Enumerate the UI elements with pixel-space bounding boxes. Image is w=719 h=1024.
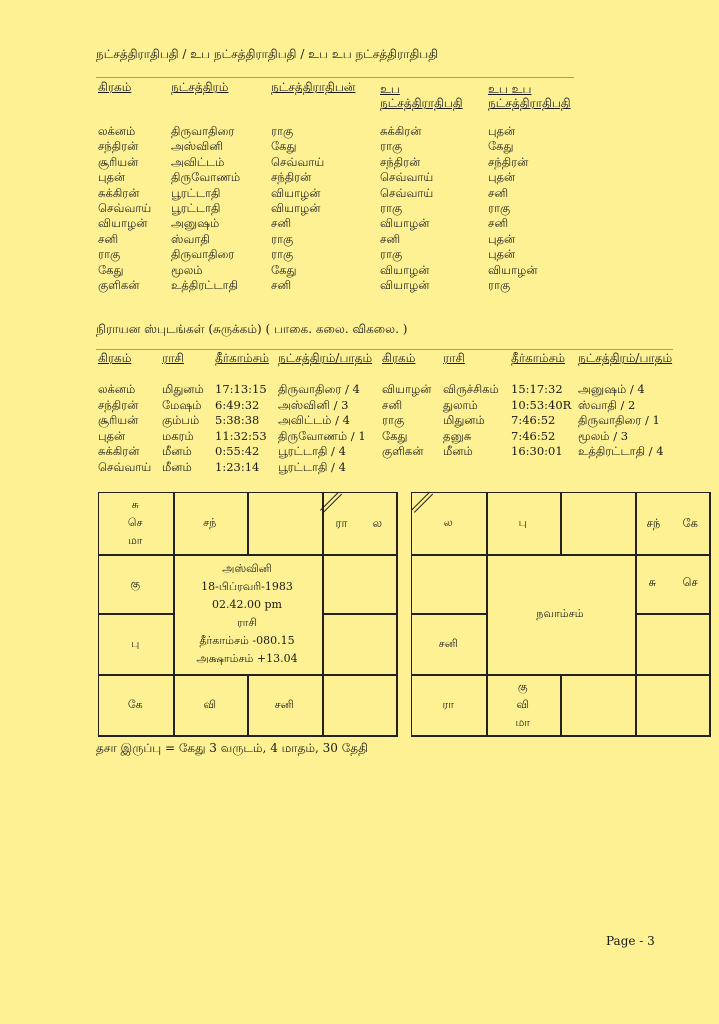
- house-sagittarius: [98, 696, 173, 714]
- table-cell: சுக்கிரன்: [98, 444, 140, 458]
- column-header: கிரகம்: [382, 351, 416, 365]
- table-cell: சுக்கிரன்: [380, 124, 422, 138]
- column-header: தீர்காம்சம்: [215, 351, 269, 365]
- column-header: தீர்காம்சம்: [511, 351, 565, 365]
- table-cell: அனுஷம் / 4: [578, 382, 645, 396]
- chart-house: [411, 554, 488, 615]
- divider: [96, 77, 574, 78]
- divider: [96, 349, 673, 350]
- house-aries: [486, 514, 561, 532]
- house-capricorn-text: சனி: [438, 636, 458, 650]
- table-cell: வியாழன்: [488, 262, 538, 277]
- table-cell: புதன்: [488, 170, 516, 185]
- table-cell: செவ்வாய்: [380, 185, 434, 200]
- table-cell: சனி: [488, 185, 509, 200]
- table-cell: வியாழன்: [382, 382, 432, 396]
- table-cell: 7:46:52: [511, 413, 556, 427]
- column-header: ராசி: [162, 351, 184, 365]
- table-cell: வியாழன்: [380, 262, 430, 277]
- table-cell: ராகு: [488, 278, 511, 292]
- table-cell: மேஷம்: [162, 397, 202, 412]
- dasa-balance: தசா இருப்பு = கேது 3 வருடம், 4 மாதம், 30 தேதி: [96, 741, 368, 755]
- column-header: நட்சத்திரம்/பாதம்: [278, 351, 373, 365]
- house-aries-text: சந்: [203, 516, 217, 529]
- table-cell: 6:49:32: [215, 397, 260, 412]
- table-cell: ராகு: [271, 231, 294, 246]
- section2-title: நிராயன ஸ்புடங்கள் (சுருக்கம்) ( பாகை. கலை. விகலை. ): [96, 322, 408, 336]
- table-cell: உத்திரட்டாதி / 4: [578, 444, 664, 458]
- chart-house: [560, 492, 637, 556]
- table-cell: சுக்கிரன்: [98, 185, 140, 200]
- table-cell: ராகு: [382, 413, 405, 427]
- table-cell: செவ்வாய்: [380, 170, 434, 185]
- table-cell: திருவாதிரை / 1: [578, 413, 660, 427]
- table-cell: 15:17:32: [511, 382, 563, 396]
- house-pisces: [411, 514, 486, 532]
- column-header: ராசி: [443, 351, 465, 365]
- chart-house: [635, 554, 712, 615]
- column-header: உப உப: [488, 82, 532, 96]
- table-cell: பூரட்டாதி / 4: [278, 459, 346, 474]
- table-cell: 17:13:15: [215, 382, 267, 396]
- table-cell: வியாழன்: [98, 216, 148, 231]
- table-cell: சனி: [98, 231, 119, 246]
- section1-title: நட்சத்திராதிபதி / உப நட்சத்திராதிபதி / உப உப நட்சத்திராதிபதி: [96, 47, 439, 61]
- table-cell: சனி: [382, 397, 403, 412]
- table-cell: புதன்: [488, 231, 516, 246]
- house-aries: [173, 514, 248, 532]
- table-cell: விருச்சிகம்: [443, 382, 499, 396]
- house-scorpio: [486, 678, 561, 732]
- house-capricorn: [98, 635, 173, 653]
- house-sagittarius-text: ரா: [442, 697, 454, 711]
- table-cell: மூலம் / 3: [578, 428, 629, 443]
- house-sagittarius: [411, 696, 486, 714]
- table-cell: மகரம்: [162, 428, 194, 443]
- table-cell: அவிட்டம்: [171, 154, 225, 169]
- house-pisces-text: செ: [127, 516, 143, 529]
- table-cell: மீனம்: [162, 444, 192, 458]
- table-cell: கேது: [271, 262, 297, 277]
- house-pisces: [98, 496, 173, 550]
- table-cell: திருவாதிரை / 4: [278, 382, 360, 396]
- chart-center-label: [486, 605, 635, 623]
- column-header: நட்சத்திரம்: [171, 80, 229, 94]
- table-cell: மிதுனம்: [162, 382, 204, 396]
- table-cell: புதன்: [488, 247, 516, 262]
- chart-house: [635, 674, 712, 737]
- house-aquarius: [98, 575, 173, 593]
- table-cell: செவ்வாய்: [98, 201, 152, 215]
- table-cell: கும்பம்: [162, 413, 200, 427]
- table-cell: மிதுனம்: [443, 413, 485, 427]
- table-cell: ராகு: [380, 139, 403, 154]
- table-cell: குளிகன்: [98, 278, 140, 292]
- table-cell: குளிகன்: [382, 444, 424, 458]
- table-cell: தனுசு: [443, 428, 472, 443]
- table-cell: செவ்வாய்: [271, 154, 325, 169]
- table-cell: 0:55:42: [215, 444, 260, 458]
- table-cell: 10:53:40R: [511, 397, 572, 412]
- house-aquarius-text: கு: [130, 576, 141, 590]
- house-scorpio-text: கு: [517, 679, 528, 693]
- table-cell: திருவோணம் / 1: [278, 428, 366, 443]
- house-scorpio-text: வி: [203, 697, 216, 711]
- table-cell: மீனம்: [443, 444, 473, 458]
- table-cell: வியாழன்: [271, 185, 321, 200]
- table-cell: ஸ்வாதி: [171, 231, 210, 246]
- table-cell: லக்னம்: [98, 382, 136, 396]
- column-header: நட்சத்திரம்/பாதம்: [578, 351, 673, 365]
- house-libra: [247, 696, 322, 714]
- chart-center-info-text: தீர்காம்சம் -080.15: [199, 634, 295, 647]
- chart-center-info-text: அஸ்வினி: [222, 562, 272, 575]
- table-cell: சந்திரன்: [488, 154, 529, 169]
- table-cell: ராகு: [271, 124, 294, 138]
- table-cell: பூரட்டாதி: [171, 185, 221, 200]
- table-cell: ராகு: [271, 247, 294, 262]
- table-cell: வியாழன்: [380, 216, 430, 231]
- column-header: நட்சத்திராதிபதி: [380, 96, 463, 110]
- house-aries-text: பு: [518, 516, 527, 529]
- table-cell: ராகு: [488, 201, 511, 215]
- table-cell: ராகு: [98, 247, 121, 262]
- table-cell: சனி: [380, 231, 401, 246]
- house-leo-planet: சு: [648, 575, 657, 589]
- table-cell: சனி: [488, 216, 509, 231]
- table-cell: அவிட்டம் / 4: [278, 413, 350, 427]
- table-cell: ராகு: [380, 201, 403, 215]
- column-header: உப: [380, 82, 400, 96]
- chart-center-info-text: ராசி: [236, 616, 258, 629]
- chart-house: [322, 613, 399, 676]
- page-number: Page - 3: [606, 934, 655, 948]
- chart-center-info-text: அக்ஷாம்சம் +13.04: [196, 652, 298, 665]
- table-cell: மூலம்: [171, 262, 203, 277]
- table-cell: ராகு: [380, 247, 403, 262]
- column-header: கிரகம்: [98, 80, 132, 94]
- house-cancer-planet: கே: [682, 516, 699, 530]
- table-cell: 11:32:53: [215, 428, 267, 443]
- table-cell: திருவோணம்: [171, 170, 241, 185]
- table-cell: லக்னம்: [98, 124, 136, 138]
- chart-house: [560, 674, 637, 737]
- house-gemini-planet: ரா: [335, 516, 348, 530]
- table-cell: சனி: [271, 278, 292, 292]
- house-scorpio: [173, 696, 248, 714]
- table-cell: கேது: [98, 262, 124, 277]
- table-cell: புதன்: [98, 428, 126, 443]
- table-cell: 1:23:14: [215, 459, 260, 474]
- house-sagittarius-text: கே: [127, 697, 143, 711]
- house-scorpio-text: வி: [516, 697, 529, 711]
- house-libra-text: சனி: [274, 697, 294, 711]
- house-capricorn-text: பு: [131, 636, 140, 650]
- chart-house: [322, 674, 399, 737]
- table-cell: புதன்: [98, 170, 126, 185]
- table-cell: புதன்: [488, 124, 516, 138]
- table-cell: பூரட்டாதி: [171, 201, 221, 215]
- table-cell: சந்திரன்: [271, 170, 312, 185]
- chart-center-info-text: 02.42.00 pm: [212, 598, 282, 611]
- chart-house: [322, 554, 399, 615]
- table-cell: துலாம்: [443, 397, 478, 412]
- table-cell: வியாழன்: [380, 278, 430, 292]
- table-cell: சந்திரன்: [98, 397, 139, 412]
- chart-house: [247, 492, 324, 556]
- table-cell: சந்திரன்: [98, 139, 139, 154]
- table-cell: 7:46:52: [511, 428, 556, 443]
- table-cell: மீனம்: [162, 459, 192, 474]
- house-gemini-planet: ல: [372, 516, 383, 530]
- table-cell: கேது: [488, 139, 514, 154]
- house-leo-planet: செ: [682, 575, 698, 589]
- table-cell: சூரியன்: [98, 154, 139, 169]
- house-pisces-text: ல: [443, 516, 453, 529]
- table-cell: அஸ்வினி: [171, 139, 223, 154]
- table-cell: அனுஷம்: [171, 216, 220, 231]
- column-header: நட்சத்திராதிபதி: [488, 96, 571, 110]
- chart-center-label-text: நவாம்சம்: [536, 607, 584, 620]
- table-cell: அஸ்வினி / 3: [278, 397, 349, 412]
- house-pisces-text: மா: [127, 534, 143, 547]
- table-cell: சனி: [271, 216, 292, 231]
- table-cell: கேது: [382, 428, 408, 443]
- chart-center-info-text: 18-பிப்ரவரி-1983: [201, 580, 293, 593]
- column-header: கிரகம்: [98, 351, 132, 365]
- table-cell: 16:30:01: [511, 444, 563, 458]
- house-scorpio-text: மா: [515, 715, 531, 729]
- table-cell: திருவாதிரை: [171, 124, 235, 138]
- table-cell: 5:38:38: [215, 413, 260, 427]
- table-cell: சந்திரன்: [380, 154, 421, 169]
- column-header: நட்சத்திராதிபன்: [271, 80, 356, 94]
- chart-house: [635, 613, 712, 676]
- table-cell: பூரட்டாதி / 4: [278, 444, 346, 458]
- house-cancer-planet: சந்: [646, 516, 661, 530]
- table-cell: சூரியன்: [98, 413, 139, 427]
- table-cell: வியாழன்: [271, 201, 321, 215]
- chart-center-info: [173, 560, 322, 668]
- table-cell: திருவாதிரை: [171, 247, 235, 262]
- table-cell: செவ்வாய்: [98, 459, 152, 474]
- house-pisces-text: சு: [131, 498, 139, 511]
- table-cell: ஸ்வாதி / 2: [578, 397, 636, 412]
- table-cell: கேது: [271, 139, 297, 154]
- house-capricorn: [411, 635, 486, 653]
- table-cell: உத்திரட்டாதி: [171, 278, 239, 292]
